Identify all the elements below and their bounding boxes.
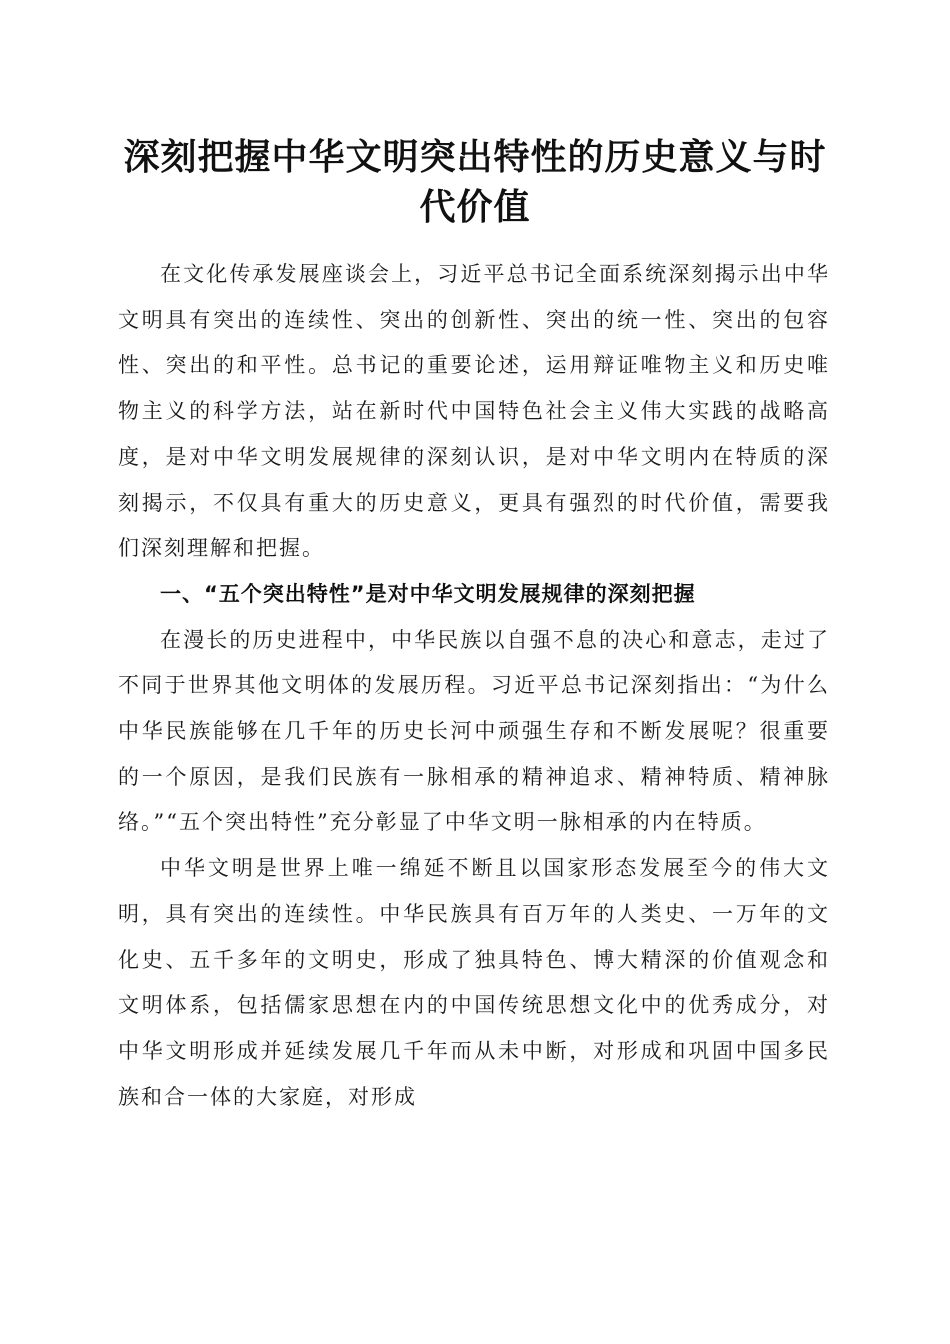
document-body	[118, 252, 830, 1120]
section-1-paragraph-1: 在漫长的历史进程中，中华民族以自强不息的决心和意志，走过了不同于世界其他文明体的发展历程。习近平总书记深刻指出：“为什么中华民族能够在几千年的历史长河中顽强生存和不断发展呢？很重要的一个原因，是我们民族有一脉相承的精神追求、精神特质、精神脉络。”“五个突出特性”充分彰显了中华文明一脉相承的内在特质。	[118, 627, 830, 835]
section-heading-1: 一、“五个突出特性”是对中华文明发展规律的深刻把握	[160, 581, 696, 606]
intro-paragraph: 在文化传承发展座谈会上，习近平总书记全面系统深刻揭示出中华文明具有突出的连续性、突出的创新性、突出的统一性、突出的包容性、突出的和平性。总书记的重要论述，运用辩证唯物主义和历史唯物主义的科学方法，站在新时代中国特色社会主义伟大实践的战略高度，是对中华文明发展规律的深刻认识，是对中华文明内在特质的深刻揭示，不仅具有重大的历史意义，更具有强烈的时代价值，需要我们深刻理解和把握。	[118, 262, 830, 561]
document-title: 深刻把握中华文明突出特性的历史意义与时代价值	[123, 136, 827, 228]
section-1-paragraph-2: 中华文明是世界上唯一绵延不断且以国家形态发展至今的伟大文明，具有突出的连续性。中华民族具有百万年的人类史、一万年的文化史、五千多年的文明史，形成了独具特色、博大精深的价值观念和文明体系，包括儒家思想在内的中国传统思想文化中的优秀成分，对中华文明形成并延续发展几千年而从未中断，对形成和巩固中国多民族和合一体的大家庭，对形成	[118, 856, 830, 1109]
